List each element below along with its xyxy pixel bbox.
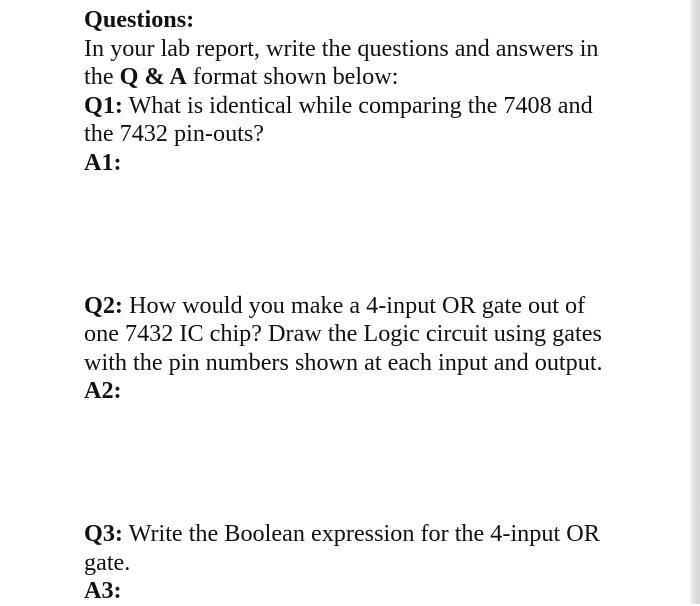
q2-label: Q2: xyxy=(84,291,123,319)
a1-label: A1: xyxy=(84,148,122,176)
heading-questions: Questions: xyxy=(84,6,195,33)
q2-line-1 xyxy=(84,292,664,321)
q3-line-1 xyxy=(84,520,664,549)
q2-line-3: with the pin numbers shown at each input and output. xyxy=(84,348,603,376)
q1-label: Q1: xyxy=(84,91,123,119)
q3-line-2: gate. xyxy=(84,548,131,576)
document-body xyxy=(84,6,664,606)
page-edge-shadow xyxy=(690,0,700,604)
q1-line-1 xyxy=(84,92,664,121)
q3-label: Q3: xyxy=(84,519,123,547)
answer-space-1 xyxy=(84,178,664,292)
intro-line-2-pre: the xyxy=(84,63,120,91)
intro-line-2 xyxy=(84,63,664,92)
q1-text-1: What is identical while comparing the 7408 and xyxy=(122,91,593,119)
a3-label: A3: xyxy=(84,577,122,605)
answer-space-2 xyxy=(84,406,664,520)
q2-line-2: one 7432 IC chip? Draw the Logic circuit using gates xyxy=(84,320,602,348)
intro-line-2-post: format shown below: xyxy=(186,63,399,91)
intro-qa-bold: Q & A xyxy=(119,63,187,91)
intro-line-1: In your lab report, write the questions and answers in xyxy=(84,34,599,62)
a2-label: A2: xyxy=(84,377,122,405)
q2-text-1: How would you make a 4-input OR gate out of xyxy=(122,291,586,319)
q1-line-2: the 7432 pin-outs? xyxy=(84,120,265,148)
q3-text-1: Write the Boolean expression for the 4-input OR xyxy=(122,519,600,547)
